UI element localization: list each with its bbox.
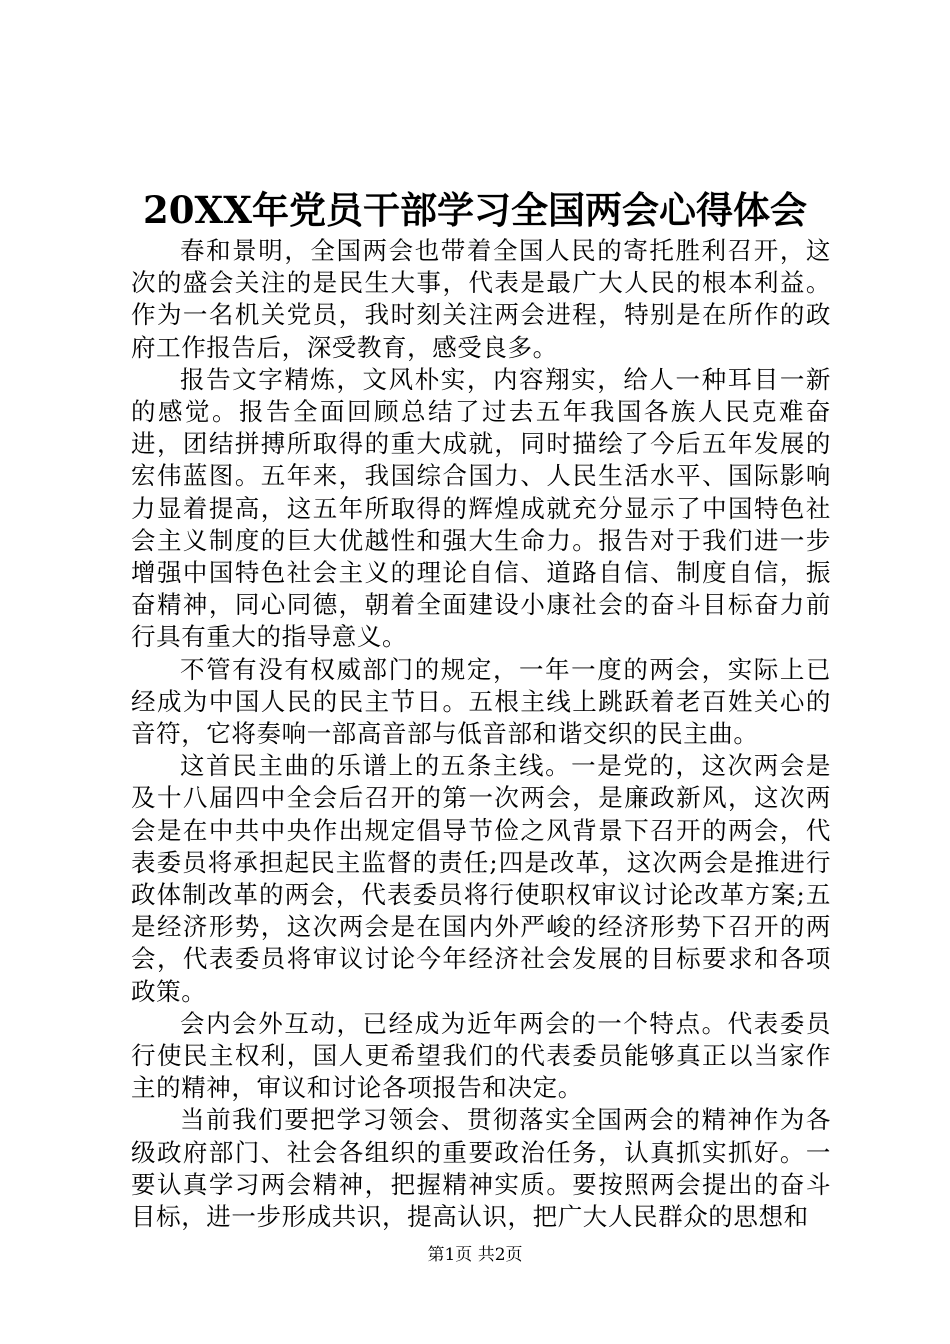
document-title: 20XX年党员干部学习全国两会心得体会	[143, 188, 807, 232]
paragraph: 春和景明，全国两会也带着全国人民的寄托胜利召开，这次的盛会关注的是民生大事，代表是最广大人民的根本利益。作为一名机关党员，我时刻关注两会进程，特别是在所作的政府工作报告后，深受教育，感受良多。	[131, 236, 831, 362]
document-body	[131, 235, 831, 1233]
paragraph: 这首民主曲的乐谱上的五条主线。一是党的，这次两会是及十八届四中全会后召开的第一次两会，是廉政新风，这次两会是在中共中央作出规定倡导节俭之风背景下召开的两会，代表委员将承担起民主监督的责任;四是改革，这次两会是推进行政体制改革的两会，代表委员将行使职权审议讨论改革方案;五是经济形势，这次两会是在国内外严峻的经济形势下召开的两会，代表委员将审议讨论今年经济社会发展的目标要求和各项政策。	[131, 751, 831, 1006]
paragraph: 报告文字精炼，文风朴实，内容翔实，给人一种耳目一新的感觉。报告全面回顾总结了过去五年我国各族人民克难奋进，团结拼搏所取得的重大成就，同时描绘了今后五年发展的宏伟蓝图。五年来，我国综合国力、人民生活水平、国际影响力显着提高，这五年所取得的辉煌成就充分显示了中国特色社会主义制度的巨大优越性和强大生命力。报告对于我们进一步增强中国特色社会主义的理论自信、道路自信、制度自信，振奋精神，同心同德，朝着全面建设小康社会的奋斗目标奋力前行具有重大的指导意义。	[131, 364, 831, 652]
page-number-footer: 第1页 共2页	[427, 1245, 523, 1265]
paragraph: 会内会外互动，已经成为近年两会的一个特点。代表委员行使民主权利，国人更希望我们的代表委员能够真正以当家作主的精神，审议和讨论各项报告和决定。	[131, 1008, 831, 1103]
paragraph: 不管有没有权威部门的规定，一年一度的两会，实际上已经成为中国人民的民主节日。五根主线上跳跃着老百姓关心的音符，它将奏响一部高音部与低音部和谐交织的民主曲。	[131, 654, 831, 749]
paragraph: 当前我们要把学习领会、贯彻落实全国两会的精神作为各级政府部门、社会各组织的重要政治任务，认真抓实抓好。一要认真学习两会精神，把握精神实质。要按照两会提出的奋斗目标，进一步形成共识，提高认识，把广大人民群众的思想和	[131, 1105, 831, 1232]
